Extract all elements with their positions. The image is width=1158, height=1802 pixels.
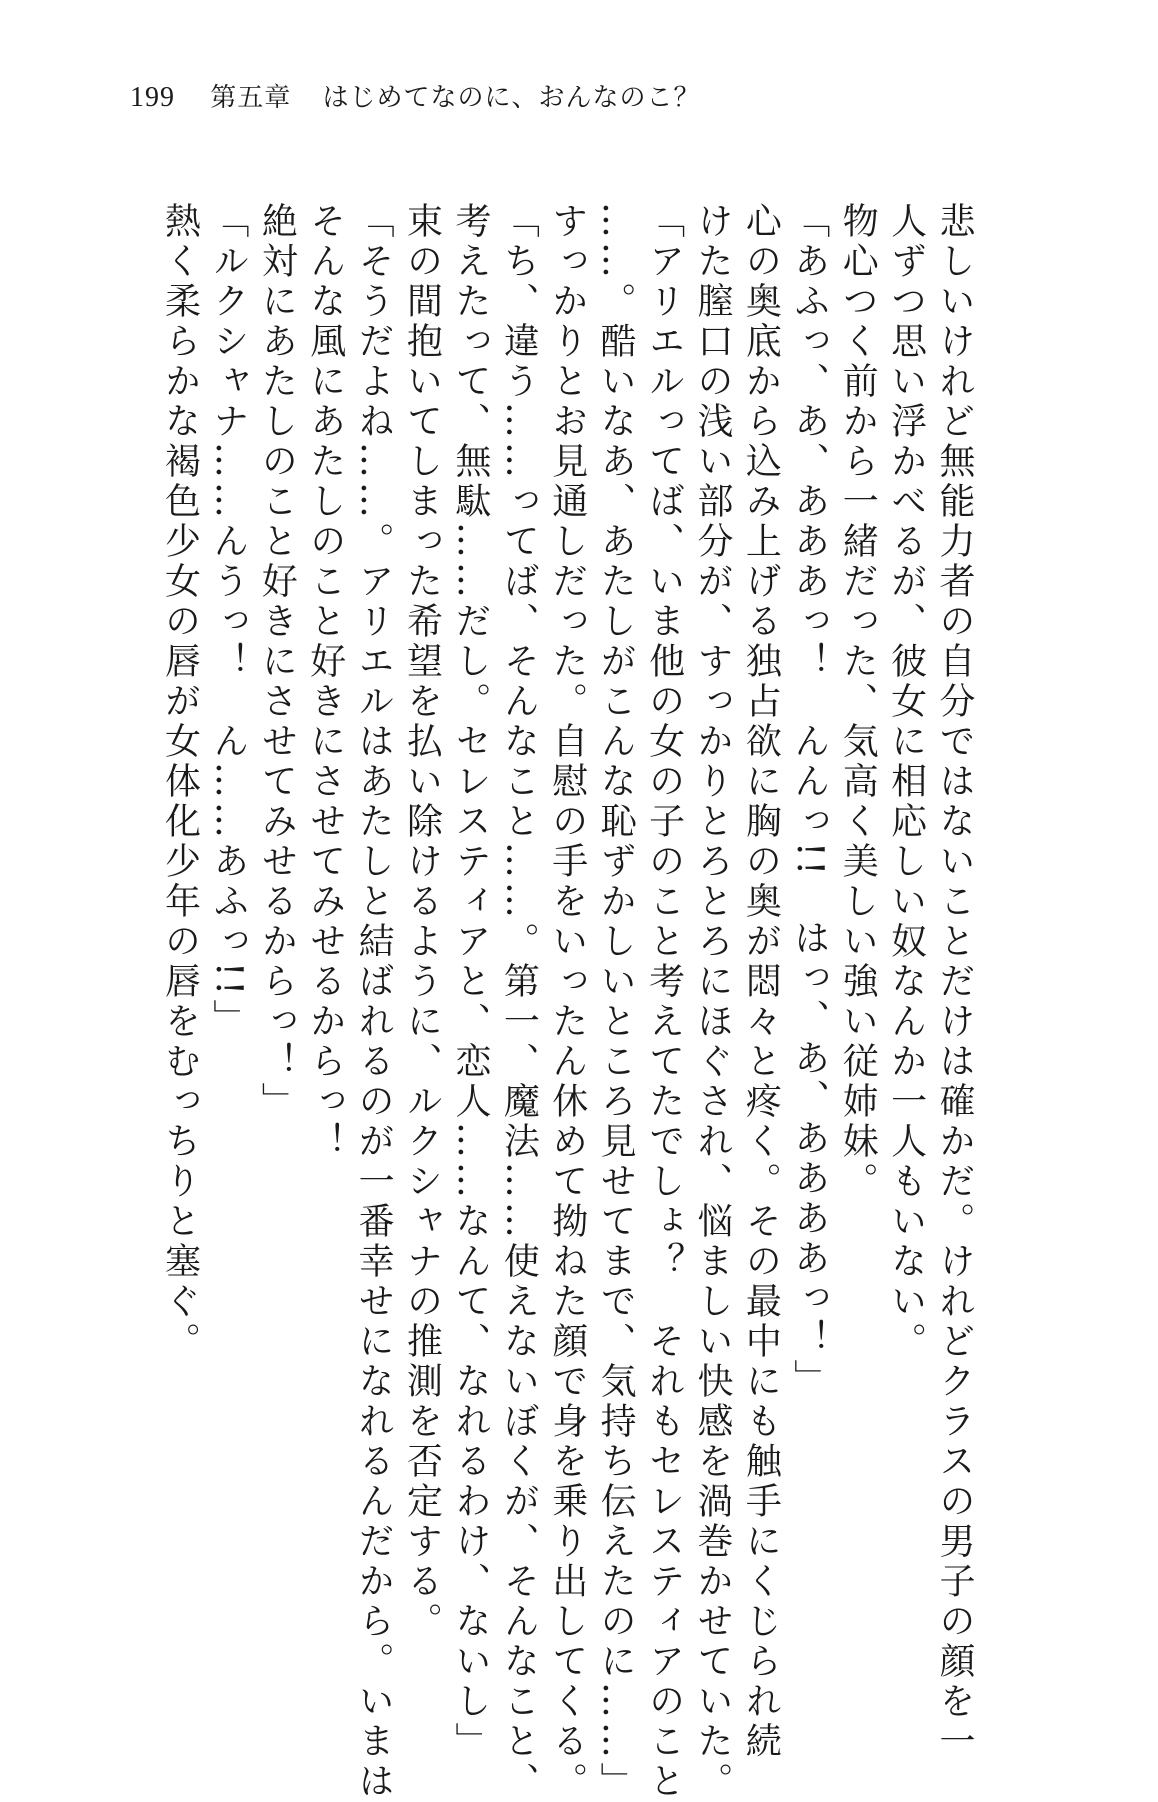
text-line: 考えたって、無駄……だし。セレスティアと、恋人……なんて、なれるわけ、ないし」 — [449, 202, 491, 1762]
text-line: 心の奥底から込み上げる独占欲に胸の奥が悶々と疼く。その最中にも触手にくじられ続 — [740, 202, 782, 1762]
text-line: 「ち、違う……ってば、そんなこと……。第一、魔法……使えないぼくが、そんなこと、 — [498, 202, 540, 1802]
text-line: 「アリエルってば、いま他の女の子のこと考えてたでしょ？ それもセレスティアのこと — [643, 202, 685, 1802]
text-line: 人ずつ思い浮かべるが、彼女に相応しい奴なんか一人もいない。 — [885, 202, 927, 1362]
text-line: 絶対にあたしのこと好きにさせてみせるからっ！」 — [256, 202, 298, 1122]
text-line: 「そうだよね……。アリエルはあたしと結ばれるのが一番幸せになれるんだから。いまは — [353, 202, 395, 1802]
body-text — [155, 202, 978, 1802]
text-line: そんな風にあたしのこと好きにさせてみせるからっ！ — [304, 202, 346, 1162]
text-line: 悲しいけれど無能力者の自分ではないことだけは確かだ。けれどクラスの男子の顔を一 — [934, 202, 975, 1762]
text-line: すっかりとお見通しだった。自慰の手をいったん休めて拗ねた顔で身を乗り出してくる。 — [546, 202, 588, 1802]
text-line: 物心つく前から一緒だった、気高く美しい強い従姉妹。 — [837, 202, 879, 1202]
text-line: ……。酷いなあ、あたしがこんな恥ずかしいところ見せてまで、気持ち伝えたのに……」 — [595, 202, 637, 1802]
running-header — [130, 78, 701, 118]
chapter-label: 第五章 — [210, 83, 292, 113]
page-number: 199 — [130, 82, 175, 113]
text-line: 熱く柔らかな褐色少女の唇が女体化少年の唇をむっちりと塞ぐ。 — [159, 202, 201, 1362]
chapter-title: はじめてなのに、おんなのこ？ — [322, 83, 701, 113]
text-line: 「ルクシャナ……んうっ！ ん……あふっ!!」 — [207, 202, 249, 1039]
text-line: 束の間抱いてしまった希望を払い除けるように、ルクシャナの推測を否定する。 — [401, 202, 443, 1642]
text-line: けた膣口の浅い部分が、すっかりとろとろにほぐされ、悩ましい快感を渦巻かせていた。 — [691, 202, 733, 1802]
text-line: 「あふっ、あ、あああっ！ んんっ!! はっ、あ、ああああっ！」 — [788, 202, 830, 1399]
